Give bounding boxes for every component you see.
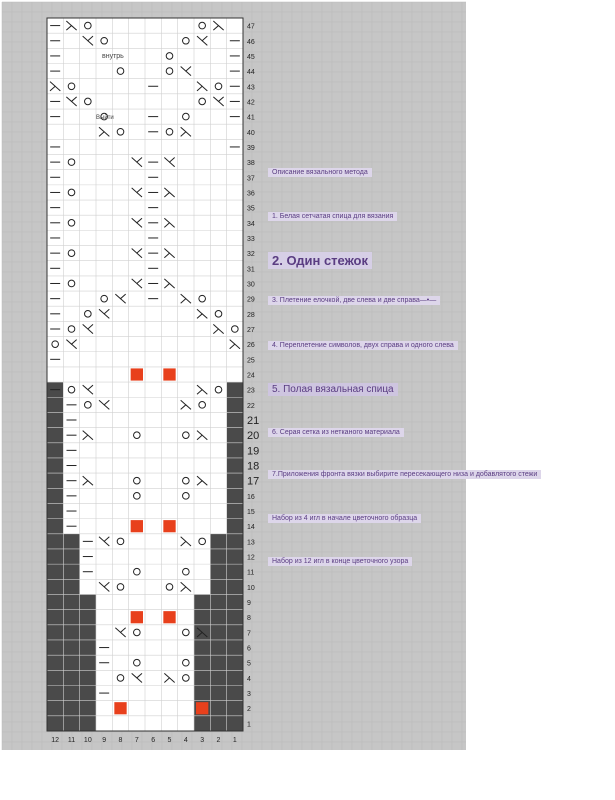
column-number: 6: [151, 737, 156, 744]
row-number: 19: [247, 445, 260, 458]
row-number: 45: [247, 53, 255, 61]
dark-cell: [80, 640, 96, 655]
dark-cell: [47, 443, 63, 458]
row-number: 31: [247, 266, 255, 274]
legend-item: Набор из 4 игл в начале цветочного образца: [268, 514, 421, 523]
row-number: 39: [247, 144, 255, 152]
dark-cell: [210, 716, 226, 731]
legend-item: 6. Серая сетка из нетканого материала: [268, 428, 404, 437]
row-number: 35: [247, 205, 255, 213]
row-number: 11: [247, 569, 255, 577]
dark-cell: [80, 716, 96, 731]
dark-cell: [63, 685, 79, 700]
row-number: 30: [247, 281, 255, 289]
legend-item: 4. Переплетение символов, двух справа и одного слева: [268, 341, 458, 350]
row-number: 20: [247, 430, 260, 443]
column-number: 2: [216, 737, 221, 744]
dark-cell: [47, 503, 63, 518]
dark-cell: [47, 670, 63, 685]
row-number: 29: [247, 296, 255, 304]
row-number: 25: [247, 357, 255, 365]
dark-cell: [210, 640, 226, 655]
legend-item: 2. Один стежок: [268, 252, 372, 269]
dark-cell: [47, 428, 63, 443]
dark-cell: [227, 549, 243, 564]
row-number: 44: [247, 69, 255, 77]
dark-cell: [47, 701, 63, 716]
dark-cell: [227, 655, 243, 670]
dark-cell: [227, 610, 243, 625]
dark-cell: [210, 564, 226, 579]
dark-cell: [227, 579, 243, 594]
row-number: 27: [247, 326, 255, 334]
row-number: 23: [247, 387, 255, 395]
dark-cell: [210, 534, 226, 549]
dark-cell: [210, 670, 226, 685]
no-stitch-red: [196, 702, 208, 714]
dark-cell: [63, 579, 79, 594]
dark-cell: [47, 655, 63, 670]
row-number: 40: [247, 129, 255, 137]
dark-cell: [47, 534, 63, 549]
row-number: 13: [247, 539, 255, 547]
dark-cell: [227, 640, 243, 655]
dark-cell: [47, 685, 63, 700]
no-stitch-red: [131, 611, 143, 623]
dark-cell: [63, 716, 79, 731]
column-number: 7: [134, 737, 139, 744]
row-number: 8: [247, 615, 251, 623]
dark-cell: [63, 625, 79, 640]
dark-cell: [63, 670, 79, 685]
dark-cell: [80, 625, 96, 640]
dark-cell: [80, 670, 96, 685]
row-number: 7: [247, 630, 251, 638]
dark-cell: [47, 549, 63, 564]
dark-cell: [227, 458, 243, 473]
note-out: Выйти: [96, 115, 114, 121]
legend-item: Описание вязального метода: [268, 168, 372, 177]
dark-cell: [47, 625, 63, 640]
dark-cell: [227, 397, 243, 412]
dark-cell: [80, 685, 96, 700]
row-number: 26: [247, 342, 255, 350]
row-number: 46: [247, 38, 255, 46]
dark-cell: [210, 701, 226, 716]
row-number: 17: [247, 475, 260, 488]
dark-cell: [194, 640, 210, 655]
dark-cell: [63, 534, 79, 549]
row-number: 41: [247, 114, 255, 122]
legend-item: Набор из 12 игл в конце цветочного узора: [268, 557, 412, 566]
no-stitch-red: [163, 368, 175, 380]
column-number: 12: [51, 737, 60, 744]
no-stitch-red: [114, 702, 126, 714]
dark-cell: [227, 412, 243, 427]
row-number: 12: [247, 554, 255, 562]
dark-cell: [63, 549, 79, 564]
column-number: 5: [167, 737, 172, 744]
dark-cell: [227, 488, 243, 503]
legend-item: 7.Приложения фронта вязки выбирите пересекающего низа и добавлятого стежи: [268, 470, 541, 479]
dark-cell: [47, 473, 63, 488]
no-stitch-red: [131, 368, 143, 380]
dark-cell: [80, 594, 96, 609]
dark-cell: [194, 670, 210, 685]
row-number: 16: [247, 493, 255, 501]
dark-cell: [47, 716, 63, 731]
dark-cell: [47, 594, 63, 609]
no-stitch-red: [131, 520, 143, 532]
dark-cell: [227, 625, 243, 640]
dark-cell: [227, 670, 243, 685]
dark-cell: [227, 503, 243, 518]
row-number: 1: [247, 721, 251, 729]
dark-cell: [63, 610, 79, 625]
row-number: 33: [247, 235, 255, 243]
row-number: 42: [247, 99, 255, 107]
legend-item: 5. Полая вязальная спица: [268, 383, 398, 396]
row-number: 37: [247, 175, 255, 183]
dark-cell: [210, 610, 226, 625]
dark-cell: [227, 564, 243, 579]
row-number: 2: [247, 706, 251, 714]
dark-cell: [63, 640, 79, 655]
dark-cell: [47, 579, 63, 594]
dark-cell: [80, 610, 96, 625]
note-inside: внутрь: [102, 53, 124, 60]
dark-cell: [194, 685, 210, 700]
dark-cell: [80, 655, 96, 670]
row-number: 32: [247, 251, 255, 259]
column-number: 10: [83, 737, 92, 744]
row-number: 5: [247, 660, 251, 668]
row-number: 38: [247, 160, 255, 168]
row-number: 9: [247, 600, 251, 608]
row-number: 14: [247, 524, 255, 532]
dark-cell: [227, 473, 243, 488]
dark-cell: [47, 640, 63, 655]
row-number: 43: [247, 84, 255, 92]
dark-cell: [63, 564, 79, 579]
column-number: 4: [183, 737, 188, 744]
legend-item: 1. Белая сетчатая спица для вязания: [268, 212, 397, 221]
dark-cell: [227, 519, 243, 534]
dark-cell: [227, 685, 243, 700]
row-number: 24: [247, 372, 255, 380]
dark-cell: [47, 458, 63, 473]
dark-cell: [63, 701, 79, 716]
row-number: 21: [247, 415, 260, 428]
row-number: 4: [247, 675, 251, 683]
column-number: 11: [67, 737, 76, 744]
column-number: 8: [118, 737, 123, 744]
column-number: 1: [232, 737, 237, 744]
dark-cell: [210, 655, 226, 670]
row-number: 47: [247, 23, 255, 31]
dark-cell: [227, 534, 243, 549]
row-number: 34: [247, 220, 255, 228]
dark-cell: [47, 412, 63, 427]
column-number: 3: [200, 737, 205, 744]
row-number: 6: [247, 645, 251, 653]
row-number: 3: [247, 691, 251, 699]
legend-item: 3. Плетение елочкой, две слева и две справа—•—: [268, 296, 440, 305]
dark-cell: [194, 655, 210, 670]
dark-cell: [210, 594, 226, 609]
row-number: 28: [247, 311, 255, 319]
dark-cell: [80, 701, 96, 716]
row-number: 10: [247, 584, 255, 592]
dark-cell: [194, 716, 210, 731]
dark-cell: [227, 701, 243, 716]
dark-cell: [227, 428, 243, 443]
dark-cell: [210, 549, 226, 564]
dark-cell: [194, 610, 210, 625]
dark-cell: [227, 594, 243, 609]
row-number: 22: [247, 402, 255, 410]
dark-cell: [227, 716, 243, 731]
dark-cell: [47, 519, 63, 534]
dark-cell: [210, 579, 226, 594]
dark-cell: [63, 655, 79, 670]
column-number: 9: [102, 737, 107, 744]
row-number: 36: [247, 190, 255, 198]
dark-cell: [47, 610, 63, 625]
dark-cell: [194, 594, 210, 609]
dark-cell: [47, 488, 63, 503]
dark-cell: [47, 564, 63, 579]
no-stitch-red: [163, 520, 175, 532]
dark-cell: [47, 397, 63, 412]
row-number: 18: [247, 460, 260, 473]
row-number: 15: [247, 509, 255, 517]
dark-cell: [227, 382, 243, 397]
dark-cell: [227, 443, 243, 458]
dark-cell: [210, 625, 226, 640]
dark-cell: [210, 685, 226, 700]
no-stitch-red: [163, 611, 175, 623]
dark-cell: [63, 594, 79, 609]
